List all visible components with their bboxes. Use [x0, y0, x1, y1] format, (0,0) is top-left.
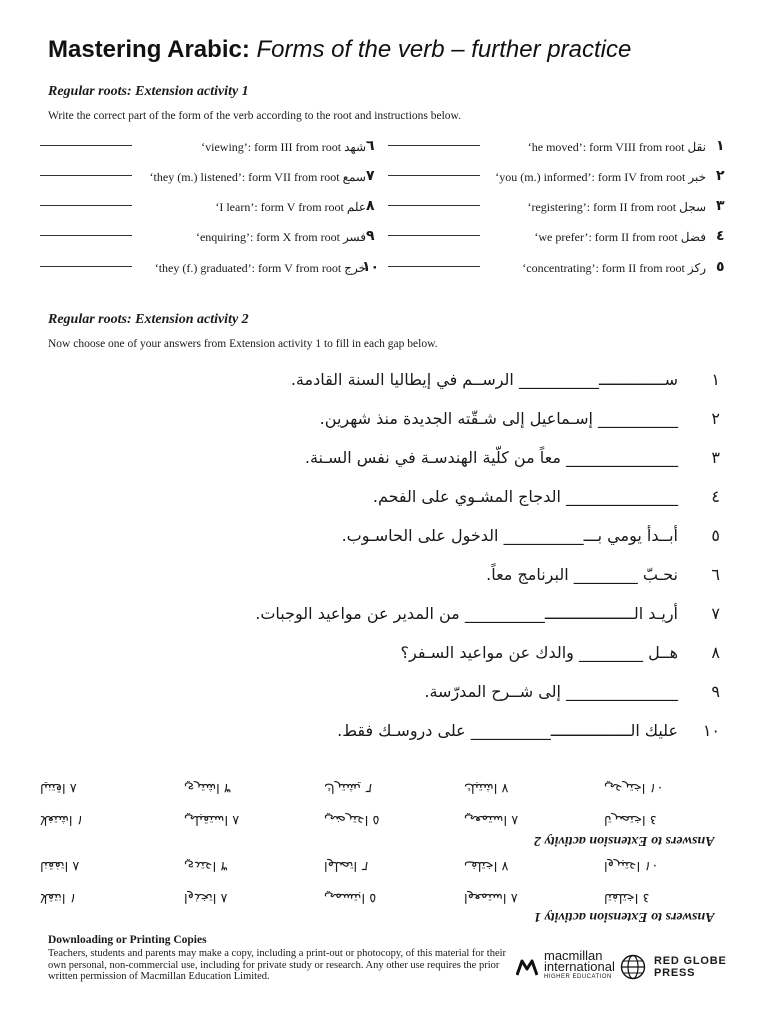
footer-text: Teachers, students and parents may make a copy, including a print-out or photocopy, of this material for their own personal, non-commercial use, including for private study or research. Any other use requires the prior written permission of Macmillan Education Limited.	[48, 948, 507, 982]
ex1-clue: ‘they (f.) graduated’: form V from root خرج	[154, 261, 366, 275]
ex1-clue: ‘registering’: form II from root سجل	[527, 200, 706, 214]
ex2-number: ٣	[711, 447, 720, 467]
answer-blank[interactable]	[40, 235, 132, 236]
answer-blank[interactable]	[388, 145, 480, 146]
ex2-sentence-text: هــل ________ والدك عن مواعيد السـفر؟	[400, 642, 678, 662]
ex1-number: ٨	[366, 198, 375, 214]
ex1-row	[40, 168, 730, 188]
answer-key-entry: ٨ استمعوا	[464, 890, 518, 905]
answer-blank[interactable]	[40, 145, 132, 146]
answer-key-entry: ١٠ اعتبروا	[604, 858, 659, 873]
answer-key-entry: ١ انتقلا	[40, 890, 77, 905]
answer-key-entry: ٣ اشتري	[184, 780, 231, 795]
ex2-sentence	[291, 366, 720, 392]
ex2-number: ٨	[711, 642, 720, 662]
ex2-heading: Regular roots: Extension activity 2	[48, 312, 249, 327]
ex2-sentence	[401, 639, 720, 665]
answer-blank[interactable]	[388, 266, 480, 267]
answer-key-entry: ٤ اختلفتا	[604, 890, 650, 905]
ex2-sentence-text: ______________ الدجاج المشـوي على الفحم.	[372, 486, 678, 506]
macmillan-line2: international	[544, 959, 615, 974]
ex1-clue: ‘we prefer’: form II from root فضل	[534, 230, 706, 244]
ex2-number: ١٠	[702, 720, 720, 740]
ex2-sentence-text: ______________ معاً من كلّية الهندسـة في نفس السـنة.	[304, 447, 678, 467]
answers1-heading: Answers to Extension activity 1	[533, 909, 714, 924]
ex1-number: ٥	[716, 259, 725, 275]
ex1-row	[40, 228, 730, 248]
macmillan-logo	[516, 950, 615, 983]
answer-key-entry: ٦ يشترك	[324, 780, 373, 795]
answer-key-entry: ٥ اعترضي	[324, 812, 380, 827]
ex2-sentence	[255, 600, 720, 626]
ex1-row	[40, 259, 730, 279]
ex2-sentence	[305, 444, 720, 470]
ex1-row	[40, 138, 730, 158]
ex2-number: ١	[711, 369, 720, 389]
red-globe-press-logo	[620, 954, 727, 980]
ex2-sentence-text: أريـد الـــــــــــــــــــ__________ من المدير عن مواعيد الوجبات.	[255, 603, 678, 623]
macmillan-line1: macmillan	[544, 948, 603, 963]
answer-key-entry: ٦ اتصلوا	[324, 858, 369, 873]
ex1-number: ٢	[716, 168, 725, 184]
answer-blank[interactable]	[40, 205, 132, 206]
answer-key-entry: ٧ اختلف	[464, 858, 509, 873]
macmillan-line3: HIGHER EDUCATION	[544, 974, 612, 980]
ex2-sentence-text: ______________ إلى شــرح المدرّسة.	[424, 681, 678, 701]
answer-key-entry: ١٠ اخترعي	[604, 780, 664, 795]
ex1-number: ١	[716, 138, 725, 154]
answers2-heading: Answers to Extension activity 2	[533, 833, 714, 848]
ex1-number: ٧	[366, 168, 375, 184]
macmillan-mark-icon	[516, 957, 538, 977]
ex2-number: ٧	[711, 603, 720, 623]
globe-icon	[620, 954, 646, 980]
ex2-sentence	[373, 483, 720, 509]
ex2-sentence	[424, 678, 720, 704]
title-italic: Forms of the verb – further practice	[256, 36, 632, 63]
answer-blank[interactable]	[40, 266, 132, 267]
ex2-sentence	[486, 561, 720, 587]
answer-key-entry: ٣ اعتدي	[184, 858, 228, 873]
footer-title: Downloading or Printing Copies	[48, 934, 207, 946]
ex1-clue: ‘he moved’: form VIII from root نقل	[527, 140, 706, 154]
ex2-sentence-text: عليك الـــــــــــــــــ__________ على دروسـك فقط.	[337, 720, 678, 740]
ex1-number: ٤	[716, 228, 725, 244]
answer-key-entry: ٤ اختصرتا	[604, 812, 657, 827]
ex2-number: ٢	[711, 408, 720, 428]
ex1-number: ٩	[366, 228, 375, 244]
ex1-clue: ‘enquiring’: form X from root فسر	[195, 230, 366, 244]
ex1-clue: ‘they (m.) listened’: form VII from root سمع	[149, 170, 366, 184]
rgp-line2: PRESS	[654, 967, 696, 979]
ex2-number: ٤	[711, 486, 720, 506]
ex2-sentence-text: __________ إسـماعيل إلى شـقّته الجديدة منذ شهرين.	[319, 408, 678, 428]
answer-key-entry: ١ اشتغلا	[40, 812, 84, 827]
ex1-number: ٣	[716, 198, 725, 214]
ex1-number: ١٠	[362, 259, 380, 275]
answer-blank[interactable]	[388, 175, 480, 176]
ex1-clue: ‘you (m.) informed’: form IV from root خبر	[495, 170, 706, 184]
ex1-number: ٦	[366, 138, 375, 154]
ex1-instruction: Write the correct part of the form of the verb according to the root and instructions below.	[48, 110, 461, 122]
ex2-number: ٦	[711, 564, 720, 584]
answer-key-entry: ٨ اقتنيا	[40, 780, 77, 795]
ex2-sentence-text: ســــــــــــــ__________ الرســم في إيطاليا السنة القادمة.	[290, 369, 678, 389]
ex1-row	[40, 198, 730, 218]
ex1-clue: ‘viewing’: form III from root شهد	[201, 140, 366, 154]
ex2-sentence	[342, 522, 720, 548]
answer-key-entry: ٨ اتخذوا	[184, 890, 228, 905]
ex2-sentence	[337, 717, 720, 743]
page-title	[48, 36, 631, 64]
answer-blank[interactable]	[388, 235, 480, 236]
answer-blank[interactable]	[388, 205, 480, 206]
ex1-clue: ‘I learn’: form V from root علم	[215, 200, 366, 214]
ex1-clue: ‘concentrating’: form II from root ركز	[522, 261, 706, 275]
ex2-sentence-text: نحـبّ ________ البرنامج معاً.	[486, 564, 678, 584]
ex2-sentence-text: أبــدأ يومي بـــ__________ الدخول على الحاسـوب.	[341, 525, 678, 545]
ex2-number: ٩	[711, 681, 720, 701]
ex2-number: ٥	[711, 525, 720, 545]
answer-key-entry: ٥ ابتسمي	[324, 890, 377, 905]
answer-key-entry: ٨ استقبلي	[184, 812, 240, 827]
ex2-sentence	[320, 405, 720, 431]
ex1-heading: Regular roots: Extension activity 1	[48, 84, 249, 99]
answer-key-entry: ٨ استمعي	[464, 812, 519, 827]
answer-key-entry: ٨ اتفقنا	[40, 858, 80, 873]
ex2-instruction: Now choose one of your answers from Extension activity 1 to fill in each gap below.	[48, 338, 438, 350]
rgp-line1: RED GLOBE	[654, 955, 727, 967]
answer-key-entry: ٧ اشتبك	[464, 780, 509, 795]
title-bold: Mastering Arabic:	[48, 36, 250, 63]
answer-blank[interactable]	[40, 175, 132, 176]
